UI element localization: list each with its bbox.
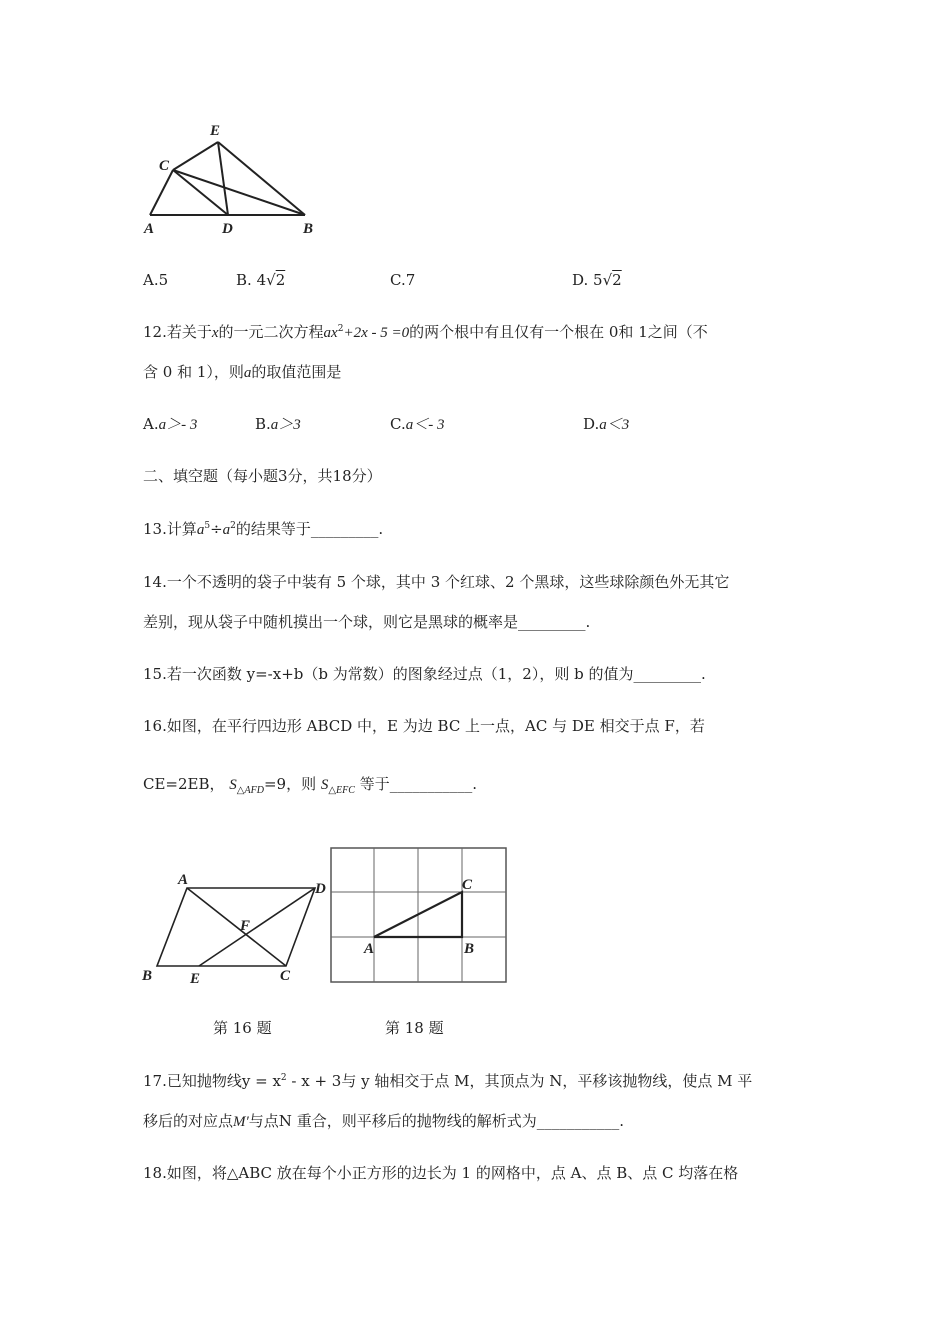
q11-option-c[interactable] bbox=[390, 270, 415, 290]
caption-fig16: 第 16 题 bbox=[213, 1019, 272, 1037]
label-E: E bbox=[210, 123, 221, 139]
q14-line1: 14.一个不透明的袋子中装有 5 个球，其中 3 个红球、2 个黑球，这些球除颜色外无其它 bbox=[143, 573, 730, 591]
q15: 15.若一次函数 y=-x+b（b 为常数）的图象经过点（1，2），则 b 的值为_________. bbox=[143, 665, 706, 683]
option-coef: 4 bbox=[256, 271, 267, 289]
q18-line1: 18.如图，将△ABC 放在每个小正方形的边长为 1 的网格中，点 A、点 B、点 C 均落在格 bbox=[143, 1164, 739, 1182]
diagonal-AC bbox=[187, 888, 286, 966]
q13: 13.计算$a^5\div a^2$的结果等于_________. bbox=[143, 520, 384, 538]
section-title: 二、填空题（每小题3分，共18分） bbox=[143, 467, 382, 485]
label-D: D bbox=[315, 881, 326, 897]
option-value: 5 bbox=[158, 271, 169, 289]
option-radicand: 2 bbox=[275, 271, 286, 289]
sqrt-icon: √ bbox=[602, 271, 613, 289]
label-E: E bbox=[190, 971, 201, 987]
segment-CD bbox=[173, 170, 228, 215]
option-letter: C. bbox=[390, 271, 406, 289]
option-value: 7 bbox=[405, 271, 416, 289]
label-C: C bbox=[280, 968, 291, 984]
q12-option-c[interactable]: C.a＜- 3 bbox=[390, 415, 445, 433]
option-letter: B. bbox=[236, 271, 252, 289]
option-coef: 5 bbox=[593, 271, 603, 289]
q12-line1: 12.若关于x的一元二次方程$ax^2+2x - 5 =0$的两个根中有且仅有一个根在 0和 1之间（不 bbox=[143, 323, 708, 341]
q12-line2: 含 0 和 1），则a的取值范围是 bbox=[143, 363, 342, 381]
caption-fig18: 第 18 题 bbox=[385, 1019, 444, 1037]
label-C: C bbox=[462, 877, 473, 893]
q11-option-a[interactable] bbox=[143, 270, 168, 290]
q17-line2: 移后的对应点M′与点N 重合，则平移后的抛物线的解析式为___________. bbox=[143, 1112, 624, 1130]
q16-line2: CE=2EB， $S_{\triangle AFD}=9$，则 $S_{\triangle EFC}$ 等于___________. bbox=[143, 775, 477, 796]
option-radicand: 2 bbox=[612, 271, 622, 289]
label-C: C bbox=[159, 158, 170, 174]
segment-EB bbox=[218, 142, 305, 215]
label-D: D bbox=[222, 221, 233, 237]
q14-line2: 差别，现从袋子中随机摸出一个球，则它是黑球的概率是_________. bbox=[143, 613, 591, 631]
q11-option-b[interactable] bbox=[236, 270, 285, 290]
q17-line1: 17.已知抛物线$y = x^2 - x + 3$与 y 轴相交于点 M，其顶点为 N，平移该抛物线，使点 M 平 bbox=[143, 1072, 753, 1090]
q11-option-d[interactable] bbox=[572, 270, 622, 290]
q12-option-b[interactable]: B.a＞3 bbox=[255, 415, 301, 433]
label-B: B bbox=[142, 968, 153, 984]
option-letter: D. bbox=[572, 271, 589, 289]
label-F: F bbox=[240, 918, 251, 934]
segment-ED bbox=[218, 142, 228, 215]
label-A: A bbox=[364, 941, 375, 957]
option-letter: A. bbox=[143, 271, 159, 289]
segment-CE bbox=[173, 142, 218, 170]
segment-CB bbox=[173, 170, 305, 215]
label-A: A bbox=[144, 221, 155, 237]
q12-option-a[interactable]: A.a＞- 3 bbox=[143, 415, 198, 433]
label-B: B bbox=[464, 941, 475, 957]
q12-option-d[interactable]: D.a＜3 bbox=[583, 415, 630, 433]
q16-line1: 16.如图，在平行四边形 ABCD 中，E 为边 BC 上一点，AC 与 DE 相交于点 F，若 bbox=[143, 717, 705, 735]
label-B: B bbox=[303, 221, 314, 237]
figure-q11 bbox=[140, 120, 330, 240]
figure-q16 bbox=[140, 870, 330, 990]
label-A: A bbox=[178, 872, 189, 888]
segment-AC bbox=[150, 170, 173, 215]
figure-q18 bbox=[330, 847, 508, 985]
segment-DE bbox=[199, 888, 315, 966]
sqrt-icon: √ bbox=[266, 271, 276, 289]
